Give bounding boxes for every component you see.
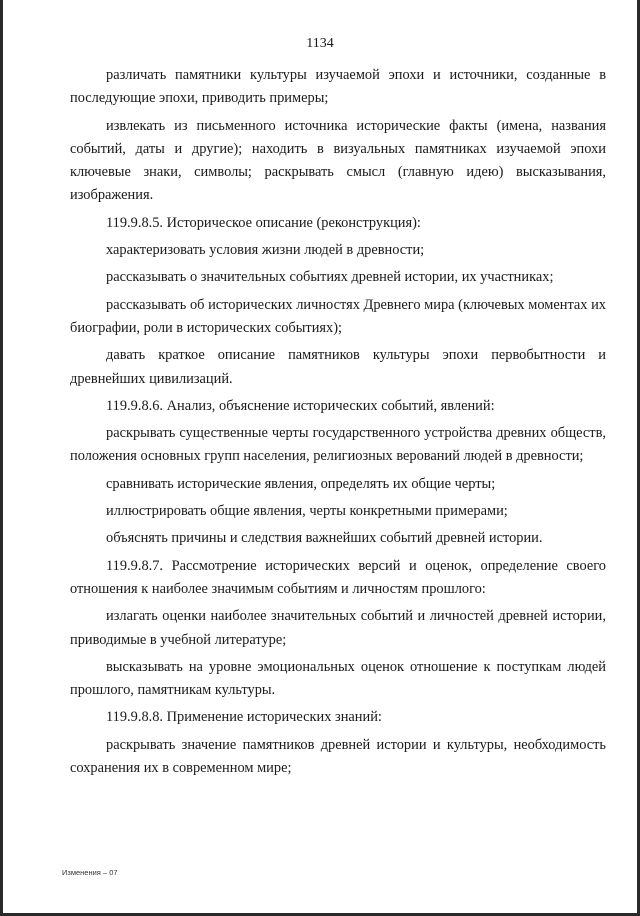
paragraph: давать краткое описание памятников культуры эпохи первобытности и древнейших цивилизаций. [70, 347, 606, 387]
document-body [70, 64, 606, 784]
section-heading: 119.9.8.5. Историческое описание (реконструкция): [106, 214, 421, 231]
page-number: 1134 [306, 36, 334, 51]
paragraph: иллюстрировать общие явления, черты конкретными примерами; [106, 503, 508, 520]
paragraph: сравнивать исторические явления, определять их общие черты; [106, 475, 496, 492]
paragraph: рассказывать об исторических личностях Древнего мира (ключевых моментах их биографии, роли в исторических событиях); [70, 296, 606, 336]
paragraph: объяснять причины и следствия важнейших событий древней истории. [106, 530, 543, 547]
paragraph: раскрывать значение памятников древней истории и культуры, необходимость сохранения их в современном мире; [70, 736, 606, 777]
section-heading: 119.9.8.8. Применение исторических знаний: [106, 709, 382, 726]
paragraph: различать памятники культуры изучаемой эпохи и источники, созданные в последующие эпохи, приводить примеры; [70, 67, 606, 107]
paragraph: раскрывать существенные черты государственного устройства древних обществ, положения основных групп населения, религиозных верований людей в древности; [70, 425, 606, 465]
scan-border-left [0, 0, 3, 916]
paragraph: рассказывать о значительных событиях древней истории, их участниках; [106, 269, 554, 286]
paragraph: излагать оценки наиболее значительных событий и личностей древней истории, приводимые в учебной литературе; [70, 608, 606, 648]
footer-revision-note: Изменения – 07 [62, 868, 118, 877]
paragraph: характеризовать условия жизни людей в древности; [106, 242, 425, 259]
paragraph: высказывать на уровне эмоциональных оценок отношение к поступкам людей прошлого, памятникам культуры. [70, 658, 606, 699]
section-heading: 119.9.8.6. Анализ, объяснение исторических событий, явлений: [106, 397, 495, 414]
paragraph: извлекать из письменного источника исторические факты (имена, названия событий, даты и другие); находить в визуальных памятниках изучаемой эпохи ключевые знаки, символы; раскрывать смысл (главную идею) высказывания, изображения. [70, 117, 606, 204]
section-heading: 119.9.8.7. Рассмотрение исторических версий и оценок, определение своего отношения к наиболее значимым событиям и личностям прошлого: [70, 557, 606, 597]
